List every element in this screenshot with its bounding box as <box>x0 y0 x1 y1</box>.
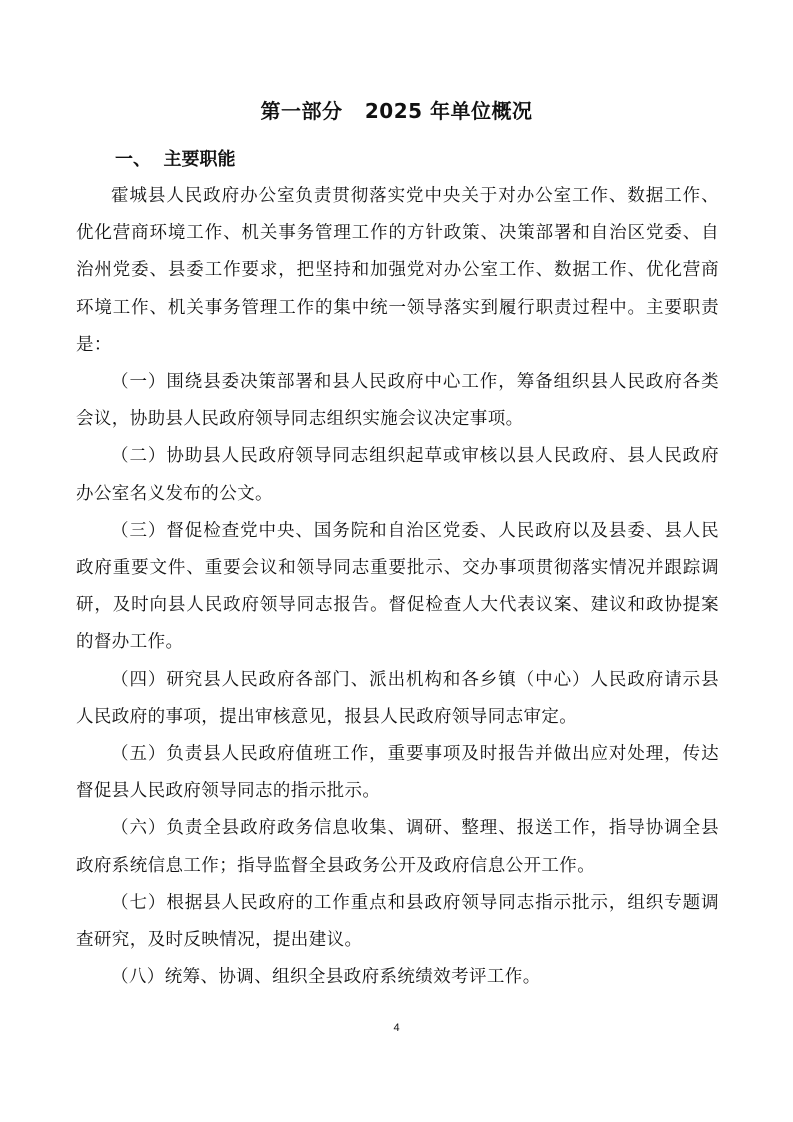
duty-item-2: （二）协助县人民政府领导同志组织起草或审核以县人民政府、县人民政府办公室名义发布的公文。 <box>76 446 719 504</box>
page-number: 4 <box>393 1022 400 1034</box>
duty-item-8: （八）统筹、协调、组织全县政府系统绩效考评工作。 <box>111 967 541 988</box>
duty-item-1: （一）围绕县委决策部署和县人民政府中心工作，筹备组织县人民政府各类会议，协助县人民政府领导同志组织实施会议决定事项。 <box>76 372 719 430</box>
duty-item-5: （五）负责县人民政府值班工作，重要事项及时报告并做出应对处理，传达督促县人民政府领导同志的指示批示。 <box>76 744 719 802</box>
duty-item-3: （三）督促检查党中央、国务院和自治区党委、人民政府以及县委、县人民政府重要文件、重要会议和领导同志重要批示、交办事项贯彻落实情况并跟踪调研，及时向县人民政府领导同志报告。督促检查人大代表议案、建议和政协提案的督办工作。 <box>76 520 719 653</box>
duty-item-6: （六）负责全县政府政务信息收集、调研、整理、报送工作，指导协调全县政府系统信息工作；指导监督全县政务公开及政府信息公开工作。 <box>76 818 719 876</box>
duty-item-4: （四）研究县人民政府各部门、派出机构和各乡镇（中心）人民政府请示县人民政府的事项，提出审核意见，报县人民政府领导同志审定。 <box>76 669 719 727</box>
page-title: 第一部分 2025 年单位概况 <box>260 99 533 123</box>
intro-paragraph: 霍城县人民政府办公室负责贯彻落实党中央关于对办公室工作、数据工作、优化营商环境工作、机关事务管理工作的方针政策、决策部署和自治区党委、自治州党委、县委工作要求，把坚持和加强党对办公室工作、数据工作、优化营商环境工作、机关事务管理工作的集中统一领导落实到履行职责过程中。主要职责是： <box>76 186 719 355</box>
duty-item-7: （七）根据县人民政府的工作重点和县政府领导同志指示批示，组织专题调查研究，及时反映情况，提出建议。 <box>76 892 719 951</box>
body-text <box>76 178 719 996</box>
section-heading: 一、 主要职能 <box>115 149 236 170</box>
